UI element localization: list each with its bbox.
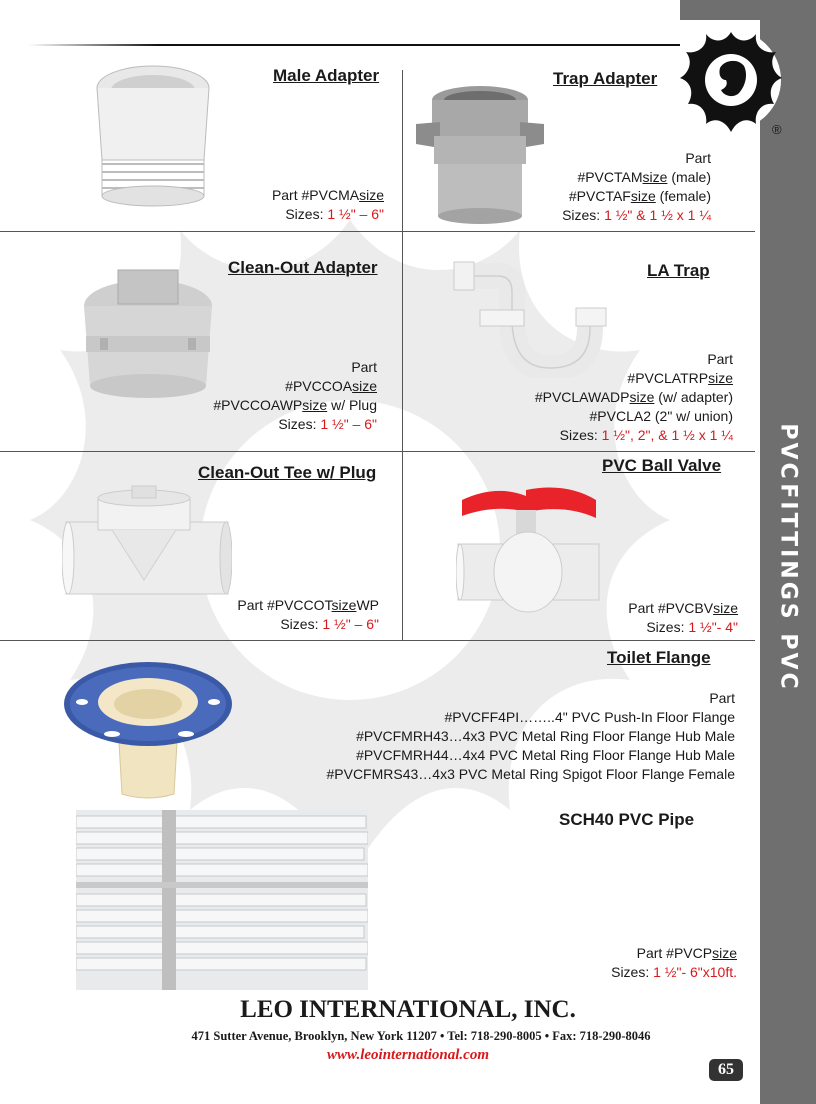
- row-divider-3: [0, 640, 755, 641]
- ball-valve-part: Part #PVCBVsize: [628, 600, 738, 616]
- row-divider-1: [0, 231, 755, 232]
- la-trap-part-2: #PVCLAWADPsize (w/ adapter): [534, 389, 733, 405]
- toilet-flange-title: Toilet Flange: [607, 648, 711, 667]
- registered-mark: ®: [772, 122, 782, 137]
- male-adapter-title: Male Adapter: [273, 66, 380, 85]
- clean-out-tee-image: [62, 484, 232, 619]
- sidebar-label-pvc-2: PVC: [775, 633, 801, 692]
- ball-valve-image: [456, 480, 601, 620]
- lion-logo: [676, 24, 786, 136]
- toilet-flange-part-1: #PVCFF4PI……..4" PVC Push-In Floor Flange: [444, 709, 735, 725]
- trap-adapter-sizes: Sizes: 1 ½" & 1 ½ x 1 ¼: [562, 207, 711, 223]
- clean-out-tee-part: Part #PVCCOTsizeWP: [237, 597, 379, 613]
- company-address: 471 Sutter Avenue, Brooklyn, New York 11207 • Tel: 718-290-8005 • Fax: 718-290-8046: [191, 1029, 651, 1043]
- row-divider-2: [0, 451, 755, 452]
- male-adapter-info: [272, 186, 384, 224]
- clean-out-tee-sizes: Sizes: 1 ½" – 6": [280, 616, 379, 632]
- male-adapter-part: Part #PVCMAsize: [271, 187, 384, 203]
- sch40-pipe-title: SCH40 PVC Pipe: [559, 810, 695, 829]
- male-adapter-image: [88, 60, 218, 210]
- toilet-flange-part-4: #PVCFMRS43…4x3 PVC Metal Ring Spigot Floor Flange Female: [326, 766, 735, 782]
- toilet-flange-image: [62, 656, 234, 804]
- trap-adapter-info: [562, 149, 711, 225]
- trap-adapter-image: [410, 82, 550, 227]
- la-trap-part-1: #PVCLATRPsize: [627, 370, 733, 386]
- sidebar-label-pvc: PVC: [775, 423, 801, 482]
- top-rule: [28, 44, 680, 46]
- la-trap-title: LA Trap: [647, 261, 710, 280]
- trap-adapter-title: Trap Adapter: [553, 69, 658, 88]
- toilet-flange-part-2: #PVCFMRH43…4x3 PVC Metal Ring Floor Flange Hub Male: [356, 728, 735, 744]
- clean-out-adapter-image: [78, 266, 218, 416]
- trap-adapter-part-male: #PVCTAMsize (male): [577, 169, 711, 185]
- sch40-pipe-sizes: Sizes: 1 ½"- 6"x10ft.: [611, 964, 737, 980]
- male-adapter-sizes: Sizes: 1 ½" – 6": [285, 206, 384, 222]
- company-name: LEO INTERNATIONAL, INC.: [240, 996, 576, 1023]
- toilet-flange-part-3: #PVCFMRH44…4x4 PVC Metal Ring Floor Flange Hub Male: [356, 747, 735, 763]
- sch40-pipe-part: Part #PVCPsize: [636, 945, 737, 961]
- sch40-pipe-info: [611, 944, 737, 982]
- la-trap-sizes: Sizes: 1 ½", 2", & 1 ½ x 1 ¼: [559, 427, 733, 443]
- pvc-pipe-image: [76, 810, 368, 990]
- clean-out-adapter-sizes: Sizes: 1 ½" – 6": [278, 416, 377, 432]
- clean-out-tee-info: [237, 596, 379, 634]
- page-number: 65: [709, 1059, 743, 1081]
- toilet-flange-part-label: Part: [709, 690, 735, 706]
- column-divider: [402, 70, 403, 640]
- clean-out-adapter-info: [213, 358, 377, 434]
- ball-valve-sizes: Sizes: 1 ½"- 4": [646, 619, 738, 635]
- ball-valve-info: [628, 599, 738, 637]
- la-trap-info: [535, 350, 733, 445]
- toilet-flange-info: [326, 689, 735, 784]
- company-website-link[interactable]: www.leointernational.com: [327, 1047, 489, 1063]
- clean-out-adapter-part-1: #PVCCOAsize: [285, 378, 377, 394]
- la-trap-part-label: Part: [707, 351, 733, 367]
- clean-out-adapter-title: Clean-Out Adapter: [228, 258, 378, 277]
- clean-out-tee-title: Clean-Out Tee w/ Plug: [198, 463, 377, 482]
- ball-valve-title: PVC Ball Valve: [602, 456, 722, 475]
- sidebar-label-fittings: FITTINGS: [775, 483, 801, 622]
- clean-out-adapter-part-2: #PVCCOAWPsize w/ Plug: [213, 397, 377, 413]
- trap-adapter-part-female: #PVCTAFsize (female): [568, 188, 711, 204]
- trap-adapter-part-label: Part: [685, 150, 711, 166]
- clean-out-adapter-part-label: Part: [351, 359, 377, 375]
- la-trap-part-3: #PVCLA2 (2" w/ union): [589, 408, 733, 424]
